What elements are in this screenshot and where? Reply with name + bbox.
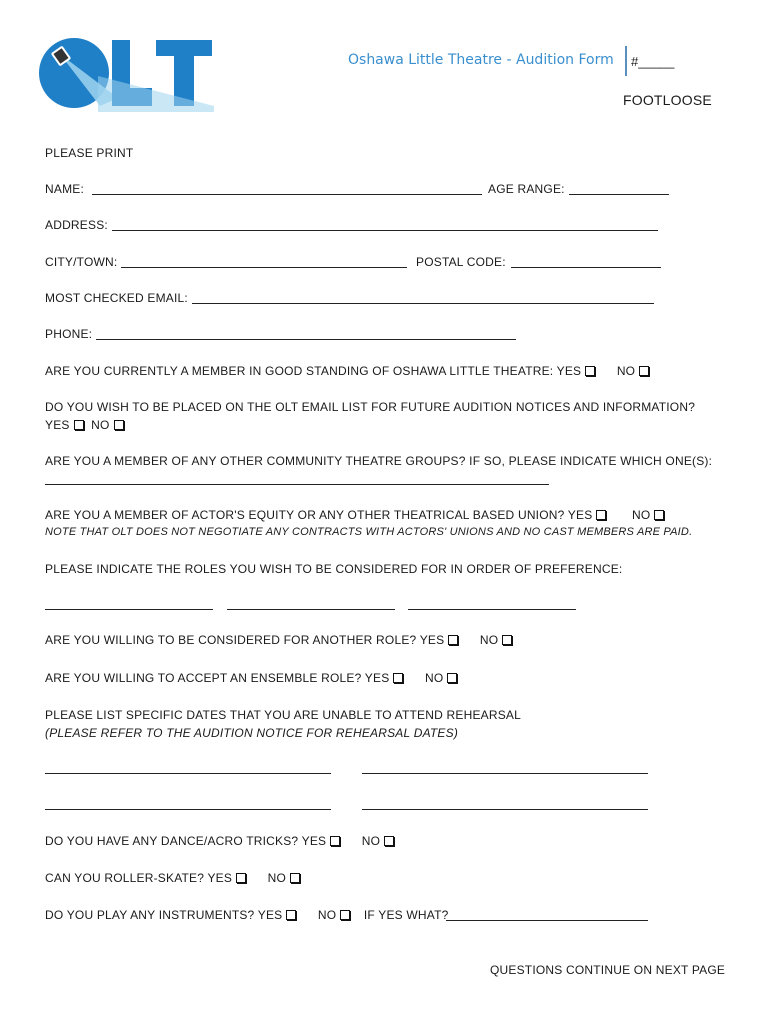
city-line[interactable] <box>121 267 407 268</box>
dance-text: DO YOU HAVE ANY DANCE/ACRO TRICKS? YES <box>45 834 327 848</box>
ensemble-text: ARE YOU WILLING TO ACCEPT AN ENSEMBLE ROLE? YES <box>45 671 390 685</box>
another-role-text: ARE YOU WILLING TO BE CONSIDERED FOR ANOTHER ROLE? YES <box>45 633 445 647</box>
email-label: MOST CHECKED EMAIL: <box>45 291 188 305</box>
dates-line-2[interactable] <box>362 773 648 774</box>
union-question <box>45 508 664 522</box>
address-label: ADDRESS: <box>45 218 108 232</box>
please-print: PLEASE PRINT <box>45 146 134 160</box>
phone-line[interactable] <box>96 339 516 340</box>
postal-line[interactable] <box>511 267 661 268</box>
form-title: Oshawa Little Theatre - Audition Form <box>348 52 614 68</box>
other-groups-question: ARE YOU A MEMBER OF ANY OTHER COMMUNITY THEATRE GROUPS? IF SO, PLEASE INDICATE WHICH ONE(S): <box>45 454 713 468</box>
other-groups-line[interactable] <box>45 484 549 485</box>
role-choice-3-line[interactable] <box>408 609 576 610</box>
instruments-no-label: NO <box>317 908 337 922</box>
show-title: FOOTLOOSE <box>623 92 712 108</box>
member-question <box>45 364 649 378</box>
skate-text: CAN YOU ROLLER-SKATE? YES <box>45 871 233 885</box>
union-question-text: ARE YOU A MEMBER OF ACTOR'S EQUITY OR ANY OTHER THEATRICAL BASED UNION? YES <box>45 508 593 522</box>
ensemble-no-label: NO <box>424 671 444 685</box>
continue-note: QUESTIONS CONTINUE ON NEXT PAGE <box>490 963 726 977</box>
another-role-question <box>45 633 512 647</box>
union-no-checkbox[interactable] <box>654 510 664 520</box>
dance-yes-checkbox[interactable] <box>330 836 340 846</box>
instruments-line[interactable] <box>446 920 648 921</box>
email-list-question: DO YOU WISH TO BE PLACED ON THE OLT EMAIL LIST FOR FUTURE AUDITION NOTICES AND INFORMATION? <box>45 400 696 414</box>
union-yes-checkbox[interactable] <box>596 510 606 520</box>
roles-question: PLEASE INDICATE THE ROLES YOU WISH TO BE CONSIDERED FOR IN ORDER OF PREFERENCE: <box>45 562 623 576</box>
another-role-no-checkbox[interactable] <box>502 635 512 645</box>
if-yes-label: IF YES WHAT? <box>363 908 449 922</box>
dates-line-3[interactable] <box>45 809 331 810</box>
dates-note: (PLEASE REFER TO THE AUDITION NOTICE FOR REHEARSAL DATES) <box>45 726 459 740</box>
dates-line-1[interactable] <box>45 773 331 774</box>
dates-line-4[interactable] <box>362 809 648 810</box>
role-choice-1-line[interactable] <box>45 609 213 610</box>
dance-no-checkbox[interactable] <box>384 836 394 846</box>
postal-label: POSTAL CODE: <box>416 255 506 269</box>
member-no-checkbox[interactable] <box>639 366 649 376</box>
union-no-label: NO <box>631 508 651 522</box>
age-range-label: AGE RANGE: <box>488 182 565 196</box>
olt-logo <box>38 36 214 112</box>
city-label: CITY/TOWN: <box>45 255 118 269</box>
member-yes-checkbox[interactable] <box>585 366 595 376</box>
skate-no-checkbox[interactable] <box>290 873 300 883</box>
dance-question <box>45 834 394 848</box>
email-list-yes-checkbox[interactable] <box>74 420 84 430</box>
title-divider <box>625 46 627 76</box>
member-no-label: NO <box>616 364 636 378</box>
email-list-yes-label: YES <box>45 418 70 432</box>
another-role-yes-checkbox[interactable] <box>448 635 458 645</box>
skate-no-label: NO <box>267 871 287 885</box>
role-choice-2-line[interactable] <box>227 609 395 610</box>
instruments-text: DO YOU PLAY ANY INSTRUMENTS? YES <box>45 908 283 922</box>
email-list-options <box>45 418 124 432</box>
ensemble-no-checkbox[interactable] <box>447 673 457 683</box>
instruments-no-checkbox[interactable] <box>340 910 350 920</box>
name-label: NAME: <box>45 182 85 196</box>
age-range-line[interactable] <box>569 194 669 195</box>
email-line[interactable] <box>192 303 654 304</box>
email-list-no-label: NO <box>91 418 110 432</box>
member-question-text: ARE YOU CURRENTLY A MEMBER IN GOOD STANDING OF OSHAWA LITTLE THEATRE: YES <box>45 364 582 378</box>
dance-no-label: NO <box>361 834 381 848</box>
skate-yes-checkbox[interactable] <box>236 873 246 883</box>
another-role-no-label: NO <box>479 633 499 647</box>
phone-label: PHONE: <box>45 327 93 341</box>
skate-question <box>45 871 300 885</box>
form-number: #_____ <box>631 54 675 69</box>
instruments-yes-checkbox[interactable] <box>286 910 296 920</box>
email-list-no-checkbox[interactable] <box>114 420 124 430</box>
address-line[interactable] <box>112 230 658 231</box>
union-note: NOTE THAT OLT DOES NOT NEGOTIATE ANY CONTRACTS WITH ACTORS' UNIONS AND NO CAST MEMBERS ARE PAID. <box>45 526 693 538</box>
instruments-question <box>45 908 449 922</box>
ensemble-question <box>45 671 457 685</box>
ensemble-yes-checkbox[interactable] <box>393 673 403 683</box>
name-line[interactable] <box>92 194 482 195</box>
dates-question: PLEASE LIST SPECIFIC DATES THAT YOU ARE UNABLE TO ATTEND REHEARSAL <box>45 708 522 722</box>
